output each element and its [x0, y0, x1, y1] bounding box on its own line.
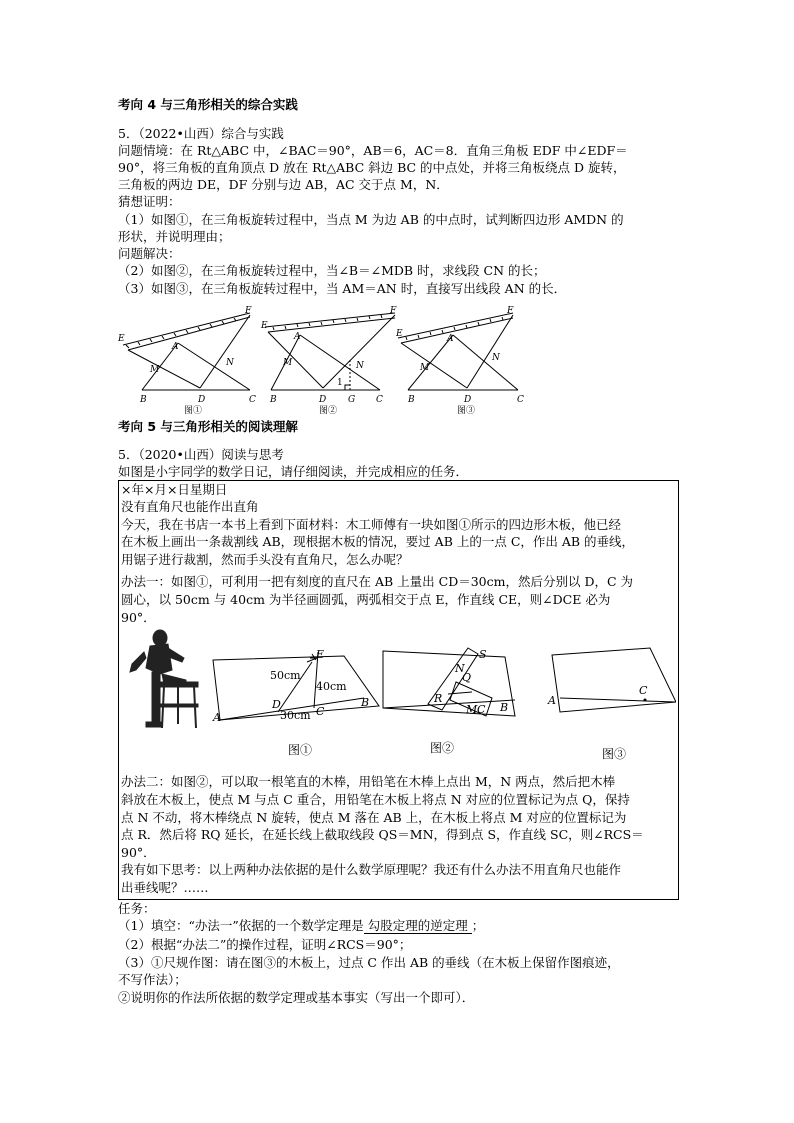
problem-line: （1）如图①，在三角板旋转过程中，当点 M 为边 AB 的中点时，试判断四边形 AMDN 的 — [118, 212, 624, 227]
label-b: B — [270, 395, 277, 405]
label-a: A — [172, 342, 179, 352]
label-q: Q — [462, 671, 472, 684]
problem-line: 猜想证明： — [118, 194, 181, 209]
label-c: C — [639, 684, 648, 697]
diary-line: 今天，我在书店一本书上看到下面材料：木工师傅有一块如图①所示的四边形木板，他已经 — [121, 517, 622, 532]
label-a: A — [213, 711, 221, 724]
problem-line: 形状，并说明理由； — [118, 229, 231, 244]
label-f: F — [507, 306, 514, 316]
label-d: D — [198, 395, 206, 405]
label-c: C — [316, 705, 325, 718]
task-3a: （3）①尺规作图：请在图③的木板上，过点 C 作出 AB 的垂线（在木板上保留作图痕迹， — [118, 955, 620, 970]
label-n: N — [226, 358, 234, 368]
diary-line: 没有直角尺也能作出直角 — [121, 499, 259, 514]
label-b: B — [500, 701, 509, 714]
caption-fig2: 图② — [430, 741, 455, 755]
caption-fig3: 图③ — [457, 406, 476, 416]
diary-line: 90°． — [121, 610, 156, 625]
label-d: D — [272, 698, 281, 711]
task-3c: ②说明你的作法所依据的数学定理或基本事实（写出一个即可）． — [118, 990, 475, 1005]
question-5-head: 5．（2020•山西）阅读与思考 — [118, 447, 284, 462]
triangle-figures — [118, 305, 538, 417]
diary-line: 圆心，以 50cm 与 40cm 为半径画圆弧，两弧相交于点 E，作直线 CE，则∠DCE 必为 — [121, 592, 611, 607]
problem-line: 90°，将三角板的直角顶点 D 放在 Rt△ABC 斜边 BC 的中点处，并将三角板绕点 D 旋转， — [118, 160, 626, 175]
label-a: A — [294, 332, 301, 342]
diary-line: 点 N 不动，将木棒绕点 N 旋转，使点 M 落在 AB 上，在木板上将点 M 对应的位置标记为 — [121, 810, 627, 825]
label-f: F — [245, 306, 252, 316]
label-e: E — [118, 334, 125, 344]
section-5-title: 考向 5 与三角形相关的阅读理解 — [118, 419, 298, 434]
caption-fig3: 图③ — [602, 747, 627, 761]
label-m: M — [420, 363, 430, 373]
task-1-answer: 勾股定理的逆定理 — [364, 918, 472, 934]
carpenter-illustration — [130, 630, 198, 728]
label-angle-1: 1 — [337, 378, 343, 388]
label-a: A — [447, 334, 454, 344]
task-1-end: ； — [471, 918, 485, 933]
task-2: （2）根据“办法二”的操作过程，证明∠RCS＝90°； — [118, 937, 412, 952]
label-n: N — [492, 353, 500, 363]
problem-line: 三角板的两边 DE，DF 分别与边 AB，AC 交于点 M，N． — [118, 177, 449, 192]
label-50cm: 50cm — [270, 669, 301, 682]
problem-line: 问题情境：在 Rt△ABC 中，∠BAC＝90°，AB＝6，AC＝8．直角三角板 EDF 中∠EDF＝ — [118, 143, 628, 158]
diary-line: ×年×月×日星期日 — [121, 482, 228, 497]
label-s: S — [479, 648, 487, 661]
label-m: M — [466, 703, 478, 716]
diary-line: 90°． — [121, 845, 156, 860]
diary-figures — [120, 628, 676, 768]
section-4-title: 考向 4 与三角形相关的综合实践 — [118, 97, 298, 112]
diary-line: 点 R．然后将 RQ 延长，在延长线上截取线段 QS＝MN，得到点 S，作直线 SC，则∠RCS＝ — [121, 827, 644, 842]
label-g: G — [348, 395, 356, 405]
label-a: A — [548, 694, 556, 707]
label-b: B — [408, 395, 415, 405]
problem-line: （3）如图③，在三角板旋转过程中，当 AM＝AN 时，直接写出线段 AN 的长． — [118, 281, 567, 296]
diary-line: 我有如下思考：以上两种办法依据的是什么数学原理呢？我还有什么办法不用直角尺也能作 — [121, 862, 622, 877]
label-d: D — [464, 395, 472, 405]
label-e: E — [396, 329, 403, 339]
label-d: D — [319, 395, 327, 405]
diary-line: 在木板上画出一条裁割线 AB，现根据木板的情况，要过 AB 上的一点 C，作出 AB 的垂线， — [121, 534, 635, 549]
diary-line: 用锯子进行裁割，然而手头没有直角尺，怎么办呢？ — [121, 552, 409, 567]
problem-line: （2）如图②，在三角板旋转过程中，当∠B＝∠MDB 时，求线段 CN 的长； — [118, 263, 546, 278]
label-40cm: 40cm — [316, 680, 347, 693]
label-m: M — [150, 365, 160, 375]
label-m: M — [283, 358, 293, 368]
problem-line: 问题解决： — [118, 246, 181, 261]
question-5-head: 5．（2022•山西）综合与实践 — [118, 126, 284, 141]
label-c: C — [249, 395, 256, 405]
label-c: C — [477, 703, 486, 716]
diary-line: 办法二：如图②，可以取一根笔直的木棒，用铅笔在木棒上点出 M，N 两点，然后把木棒 — [121, 774, 616, 789]
caption-fig1: 图① — [288, 743, 313, 757]
label-f: F — [390, 306, 397, 316]
diary-line: 办法一：如图①，可利用一把有刻度的直尺在 AB 上量出 CD＝30cm，然后分别以 D，C 为 — [121, 574, 634, 589]
diary-line: 斜放在木板上，使点 M 与点 C 重合，用铅笔在木板上将点 N 对应的位置标记为点 Q，保持 — [121, 792, 630, 807]
label-e: E — [261, 321, 268, 331]
caption-fig1: 图① — [184, 406, 203, 416]
label-n: N — [455, 662, 465, 675]
task-1 — [118, 918, 484, 934]
label-30cm: 30cm — [280, 709, 311, 722]
label-e: E — [316, 648, 325, 661]
label-c: C — [517, 395, 524, 405]
label-n: N — [356, 361, 364, 371]
caption-fig2: 图② — [319, 406, 338, 416]
tasks-head: 任务： — [118, 901, 156, 916]
label-c: C — [376, 395, 383, 405]
label-b: B — [140, 395, 147, 405]
task-1-prompt: （1）填空：“办法一”依据的一个数学定理是 — [118, 918, 364, 933]
point-c — [644, 699, 647, 702]
label-b: B — [361, 696, 370, 709]
diary-line: 出垂线呢？…… — [121, 880, 209, 895]
task-3b: 不写作法）； — [118, 972, 187, 987]
label-r: R — [434, 692, 443, 705]
intro-line: 如图是小宇同学的数学日记，请仔细阅读，并完成相应的任务． — [118, 464, 469, 479]
